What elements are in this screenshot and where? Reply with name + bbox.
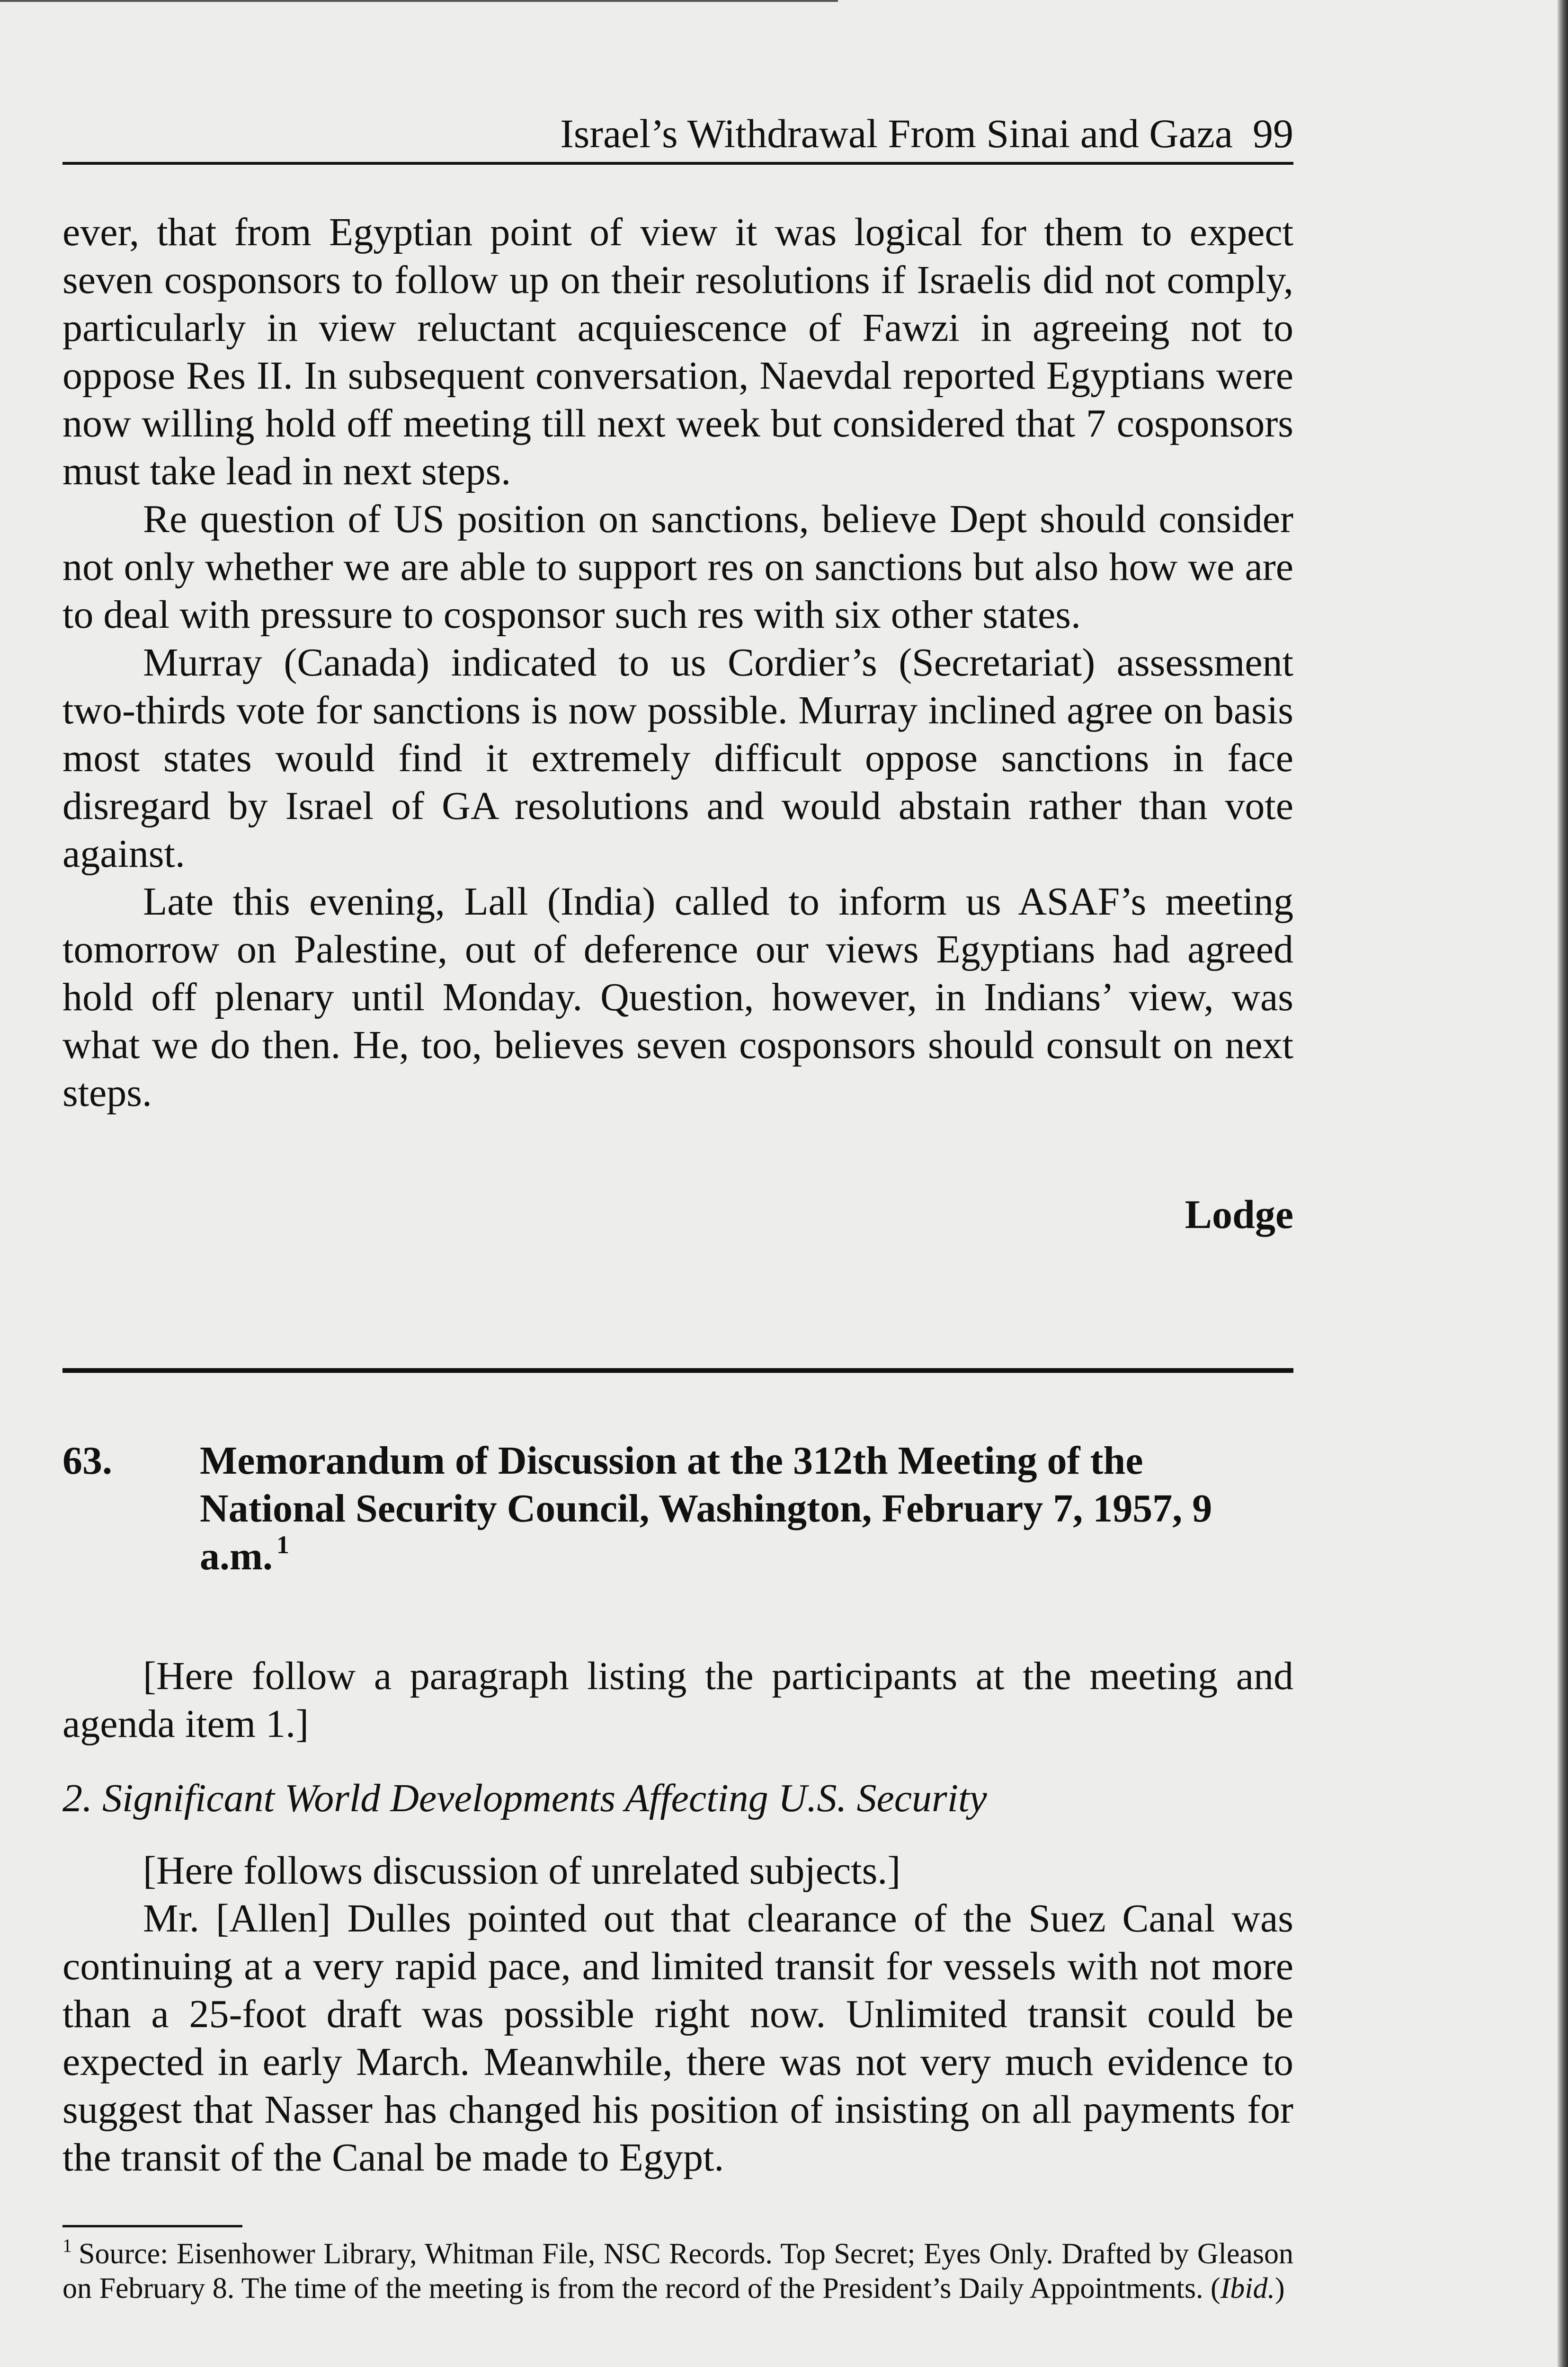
- memorandum-body: [62, 1652, 1293, 2181]
- running-head-title: Israel’s Withdrawal From Sinai and Gaza: [560, 111, 1233, 156]
- document-number: 63.: [62, 1439, 112, 1483]
- dulles-paragraph: Mr. [Allen] Dulles pointed out that clearance of the Suez Canal was continuing at a very rapid pace, and limited transit for vessels with not more than a 25-foot draft was possible right now. Unlimited transit could be expected in early March. Meanwhile, there was not very much evidence to suggest that Nasser has changed his position of insisting on all payments for the transit of the Canal be made to Egypt.: [62, 1896, 1293, 2180]
- footnote-ibid: Ibid.: [1220, 2272, 1275, 2305]
- footnote-reference: 1: [276, 1531, 289, 1559]
- footnote: [62, 2237, 1293, 2306]
- footnote-rule: [62, 2225, 242, 2227]
- running-head: [62, 110, 1293, 165]
- footnote-close: ): [1274, 2272, 1285, 2305]
- telegram-continuation: [62, 208, 1293, 1117]
- scan-artifact-line: [0, 0, 838, 2]
- document-separator-rule: [62, 1368, 1293, 1373]
- paragraph-3: Murray (Canada) indicated to us Cordier’s (Secretariat) assessment two-thirds vote for sanctions is now possible. Murray inclined agree on basis most states would find it extremely difficult oppose sanctions in face disregard by Israel of GA resolutions and would abstain rather than vote against.: [62, 641, 1293, 876]
- page-number: 99: [1253, 111, 1293, 156]
- document-title: Memorandum of Discussion at the 312th Meeting of the National Security Council, Washington, February 7, 1957, 9 a.m.: [200, 1439, 1212, 1578]
- paragraph-2: Re question of US position on sanctions, believe Dept should consider not only whether we are able to support res on sanctions but also how we are to deal with pressure to cosponsor such res with six other states.: [62, 497, 1293, 637]
- paragraph-1: ever, that from Egyptian point of view it was logical for them to expect seven cosponsors to follow up on their resolutions if Israelis did not comply, particularly in view reluctant acquiescence of Fawzi in agreeing not to oppose Res II. In subsequent conversation, Naevdal reported Egyptians were now willing hold off meeting till next week but considered that 7 cosponsors must take lead in next steps.: [62, 210, 1293, 493]
- signature: Lodge: [1185, 1192, 1293, 1237]
- page-edge-shadow: [1558, 0, 1568, 2367]
- document-title-block: [200, 1437, 1293, 1580]
- participants-note: [Here follow a paragraph listing the participants at the meeting and agenda item 1.]: [62, 1654, 1293, 1746]
- agenda-subheading: 2. Significant World Developments Affecting U.S. Security: [62, 1776, 987, 1820]
- footnote-text: Source: Eisenhower Library, Whitman File, NSC Records. Top Secret; Eyes Only. Drafted by Gleason on February 8. The time of the meeting is from the record of the President’s Daily Appointments. (: [62, 2238, 1293, 2305]
- paragraph-4: Late this evening, Lall (India) called to inform us ASAF’s meeting tomorrow on Palestine, out of deference our views Egyptians had agreed hold off plenary until Monday. Question, however, in Indians’ view, was what we do then. He, too, believes seven cosponsors should consult on next steps.: [62, 880, 1293, 1115]
- unrelated-subjects-note: [Here follows discussion of unrelated subjects.]: [143, 1849, 901, 1893]
- footnote-mark: 1: [62, 2235, 72, 2256]
